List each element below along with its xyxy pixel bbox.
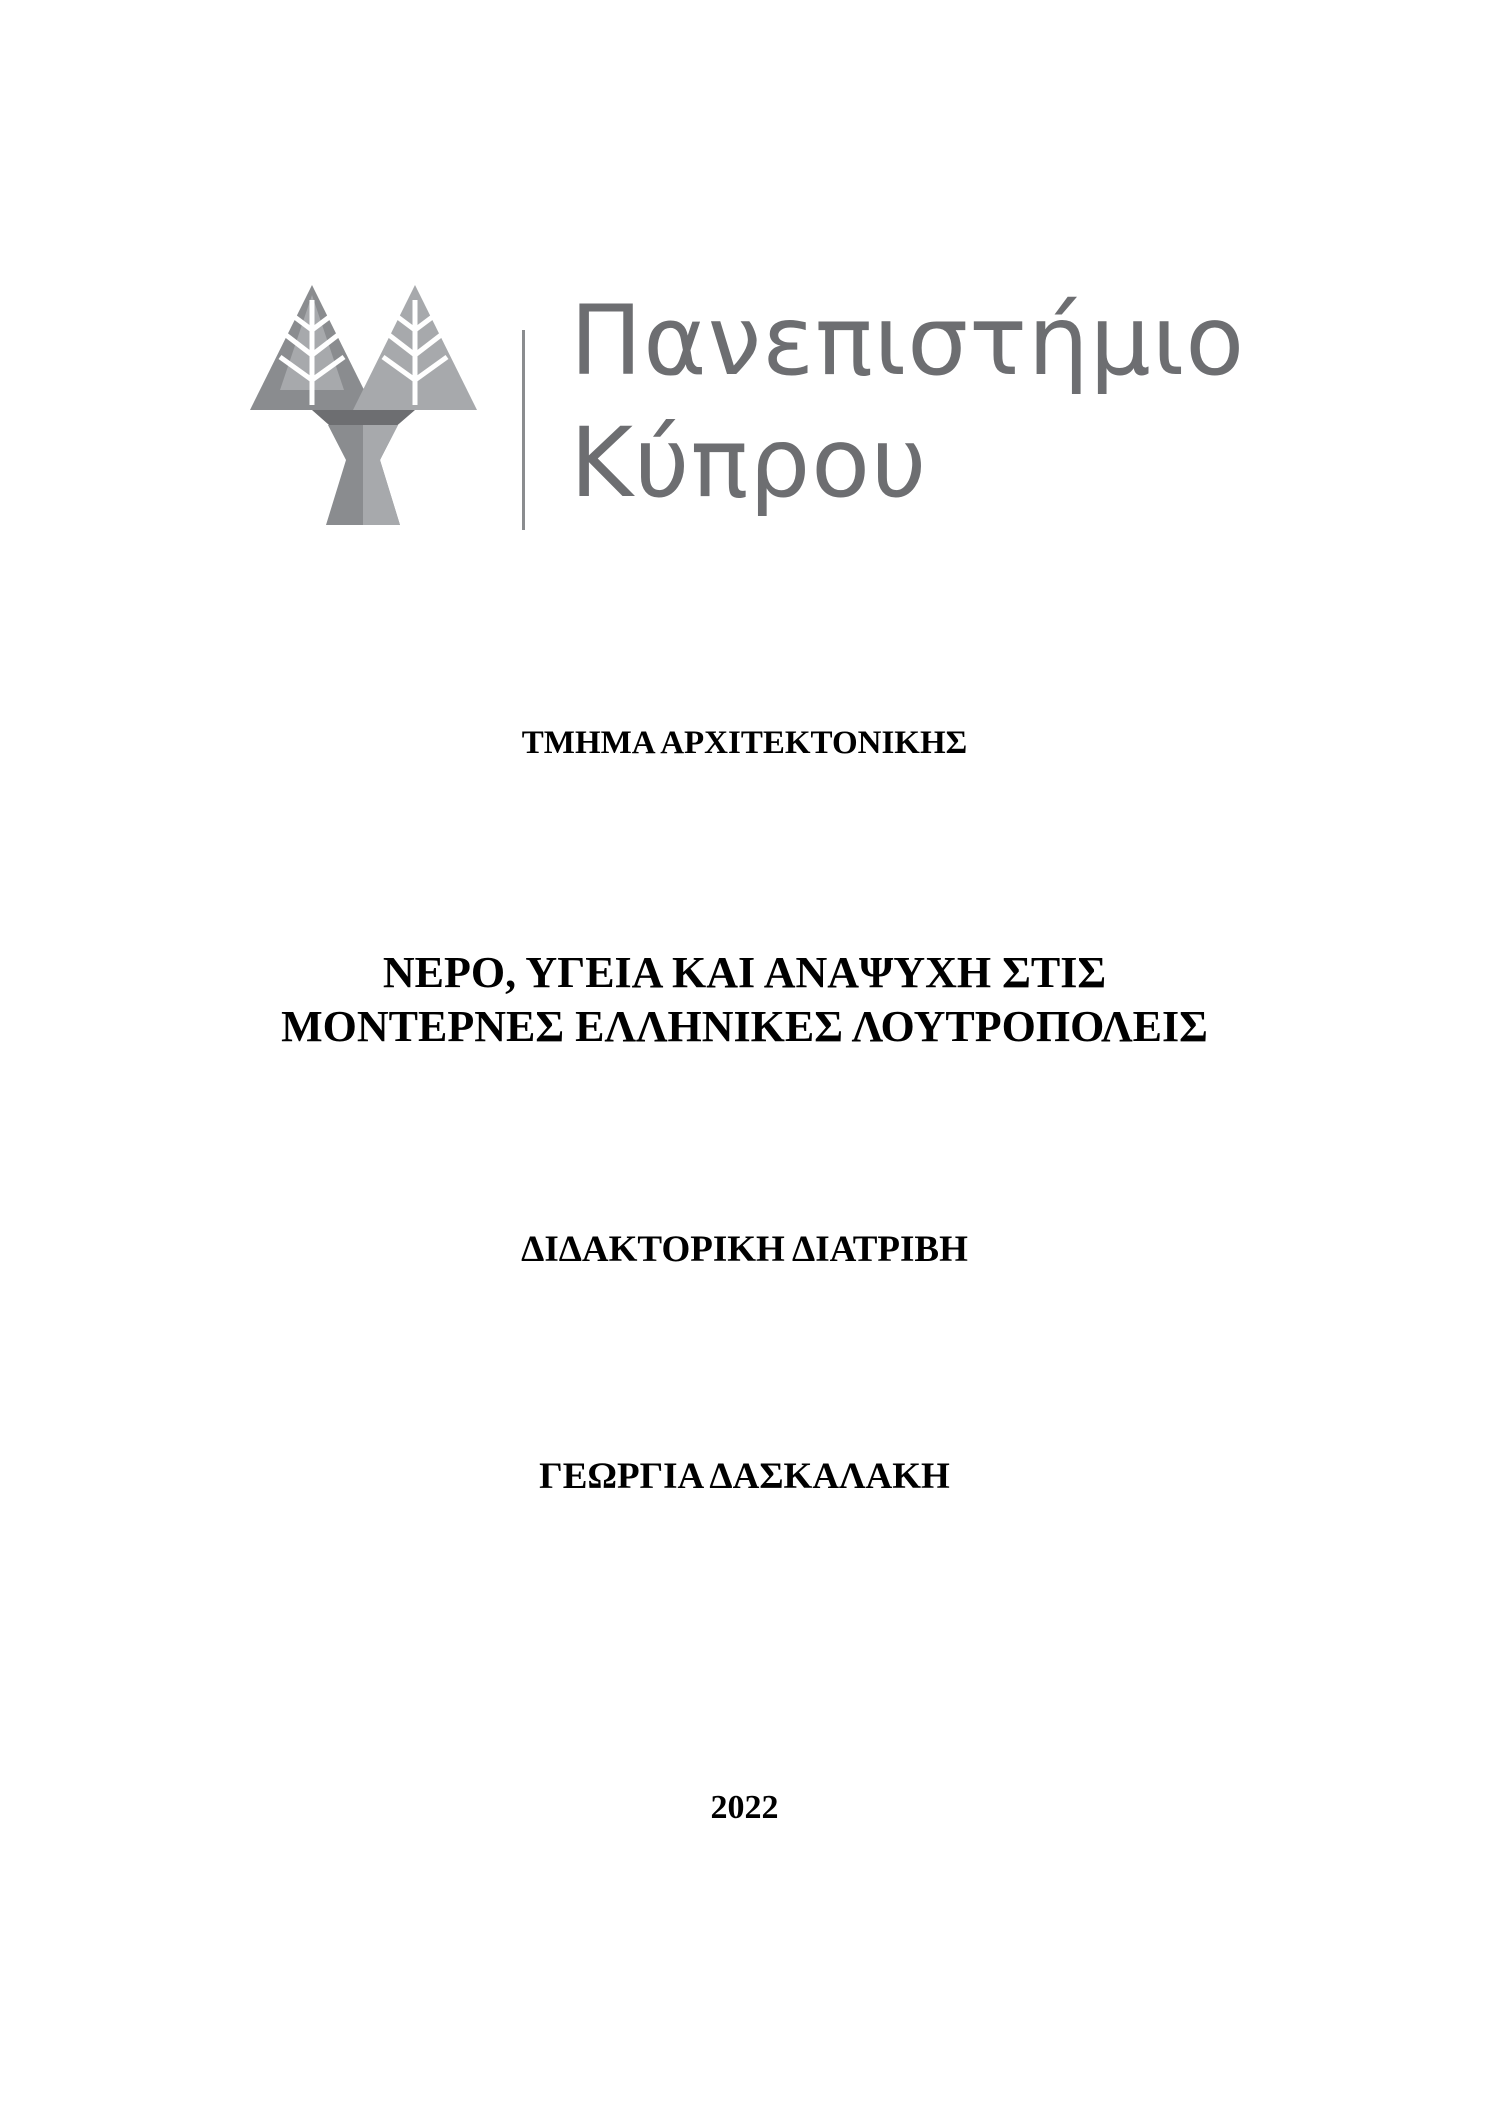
thesis-title-line2: ΜΟΝΤΕΡΝΕΣ ΕΛΛΗΝΙΚΕΣ ΛΟΥΤΡΟΠΟΛΕΙΣ xyxy=(281,1002,1208,1051)
thesis-title-line1: ΝΕΡΟ, ΥΓΕΙΑ ΚΑΙ ΑΝΑΨΥΧΗ ΣΤΙΣ xyxy=(382,948,1107,997)
university-logo xyxy=(250,280,1246,570)
logo-divider xyxy=(522,330,525,530)
department-heading: ΤΜΗΜΑ ΑΡΧΙΤΕΚΤΟΝΙΚΗΣ xyxy=(521,725,968,761)
university-name-line1: Πανεπιστήμιο xyxy=(570,285,1246,397)
university-name-line2: Κύπρου xyxy=(570,407,928,519)
thesis-title xyxy=(0,946,1489,1054)
publication-year: 2022 xyxy=(710,1789,779,1826)
cypress-trees-icon xyxy=(250,285,500,535)
university-name xyxy=(570,280,1245,524)
author-name: ΓΕΩΡΓΙΑ ΔΑΣΚΑΛΑΚΗ xyxy=(539,1456,950,1497)
document-type: ΔΙΔΑΚΤΟΡΙΚΗ ΔΙΑΤΡΙΒΗ xyxy=(521,1229,968,1270)
